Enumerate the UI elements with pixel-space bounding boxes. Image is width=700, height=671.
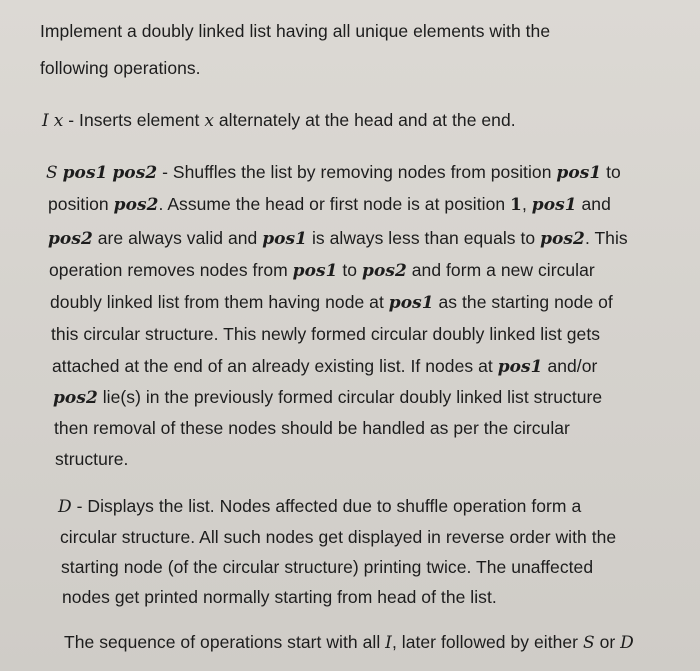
pos2-f: pos2 — [53, 388, 98, 408]
shuffle-line-1 — [46, 161, 621, 184]
display-cmd: D — [58, 497, 72, 517]
shuffle-l1-b: to — [601, 162, 621, 182]
shuffle-cmd: S — [46, 163, 58, 183]
shuffle-line-2 — [48, 193, 611, 216]
intro-line-1 — [40, 20, 550, 42]
shuffle-line-3 — [48, 227, 628, 250]
shuffle-l6: this circular structure. This newly formed circular doubly linked list gets — [51, 324, 601, 344]
shuffle-l3-a: are always valid and — [92, 228, 263, 248]
sequence-S: S — [582, 633, 595, 653]
shuffle-l3-c: . This — [584, 228, 628, 248]
insert-var: x — [53, 111, 64, 131]
shuffle-line-10 — [55, 448, 128, 470]
display-line-1 — [58, 495, 581, 518]
shuffle-line-5 — [50, 291, 613, 314]
insert-desc-b: alternately at the head and at the end. — [213, 110, 516, 130]
intro-text-2: following operations. — [40, 58, 201, 78]
display-l1-a: - Displays the list. Nodes affected due to shuffle operation form a — [71, 496, 582, 516]
pos1-d: pos1 — [262, 229, 308, 249]
pos1-b: pos1 — [556, 163, 602, 183]
op-insert-line — [42, 109, 516, 132]
shuffle-l4-c: and form a new circular — [406, 260, 595, 280]
insert-cmd: I — [42, 111, 49, 131]
sequence-a: The sequence of operations start with all — [64, 632, 386, 652]
shuffle-l5: doubly linked list from them having node at — [50, 292, 389, 312]
pos1-c: pos1 — [531, 195, 577, 215]
display-line-2 — [60, 526, 616, 548]
sequence-b: , later followed by either — [391, 632, 583, 652]
pos1-a: pos1 — [62, 163, 108, 183]
insert-desc-a: - Inserts element — [63, 110, 205, 130]
shuffle-l5-b: as the starting node of — [433, 292, 613, 312]
shuffle-l2-a: position — [48, 194, 114, 214]
shuffle-l1-a: - Shuffles the list by removing nodes from position — [157, 162, 557, 182]
shuffle-l2-d: and — [576, 194, 611, 214]
pos2-a: pos2 — [112, 163, 158, 183]
intro-text-1: Implement a doubly linked list having all unique elements with the — [40, 21, 551, 41]
display-line-4 — [62, 586, 497, 608]
sequence-I: I — [385, 633, 392, 653]
display-l2: circular structure. All such nodes get displayed in reverse order with the — [60, 527, 617, 547]
shuffle-line-4 — [49, 259, 595, 282]
shuffle-l2-b: . Assume the head or first node is at position — [158, 194, 511, 214]
position-one: 1 — [510, 195, 522, 215]
shuffle-line-6 — [51, 323, 600, 345]
shuffle-line-8 — [53, 386, 602, 409]
shuffle-l9: then removal of these nodes should be handled as per the circular — [54, 418, 570, 438]
pos2-e: pos2 — [362, 261, 407, 281]
pos1-e: pos1 — [292, 261, 338, 281]
intro-line-2 — [40, 57, 201, 79]
display-line-3 — [61, 556, 593, 578]
shuffle-l2-c: , — [521, 194, 532, 214]
shuffle-l7-a: attached at the end of an already existing list. If nodes at — [52, 356, 498, 376]
sequence-c: or — [594, 632, 621, 652]
shuffle-l4-a: operation removes nodes from — [49, 260, 293, 280]
pos1-g: pos1 — [497, 357, 543, 377]
shuffle-l4-b: to — [337, 260, 363, 280]
shuffle-line-7 — [52, 355, 597, 378]
pos2-b: pos2 — [113, 195, 159, 215]
pos2-c: pos2 — [48, 229, 93, 249]
shuffle-line-9 — [54, 417, 570, 439]
shuffle-l8-a: lie(s) in the previously formed circular doubly linked list structure — [97, 387, 603, 407]
sequence-D: D — [620, 633, 634, 653]
shuffle-l7-b: and/or — [542, 356, 598, 376]
display-l3: starting node (of the circular structure) printing twice. The unaffected — [61, 557, 594, 577]
pos2-d: pos2 — [540, 229, 585, 249]
insert-var2: x — [204, 111, 214, 131]
pos1-f: pos1 — [388, 293, 434, 313]
shuffle-l10: structure. — [55, 449, 129, 469]
shuffle-l3-b: is always less than equals to — [307, 228, 541, 248]
sequence-line — [64, 631, 634, 654]
display-l4: nodes get printed normally starting from head of the list. — [62, 587, 497, 607]
